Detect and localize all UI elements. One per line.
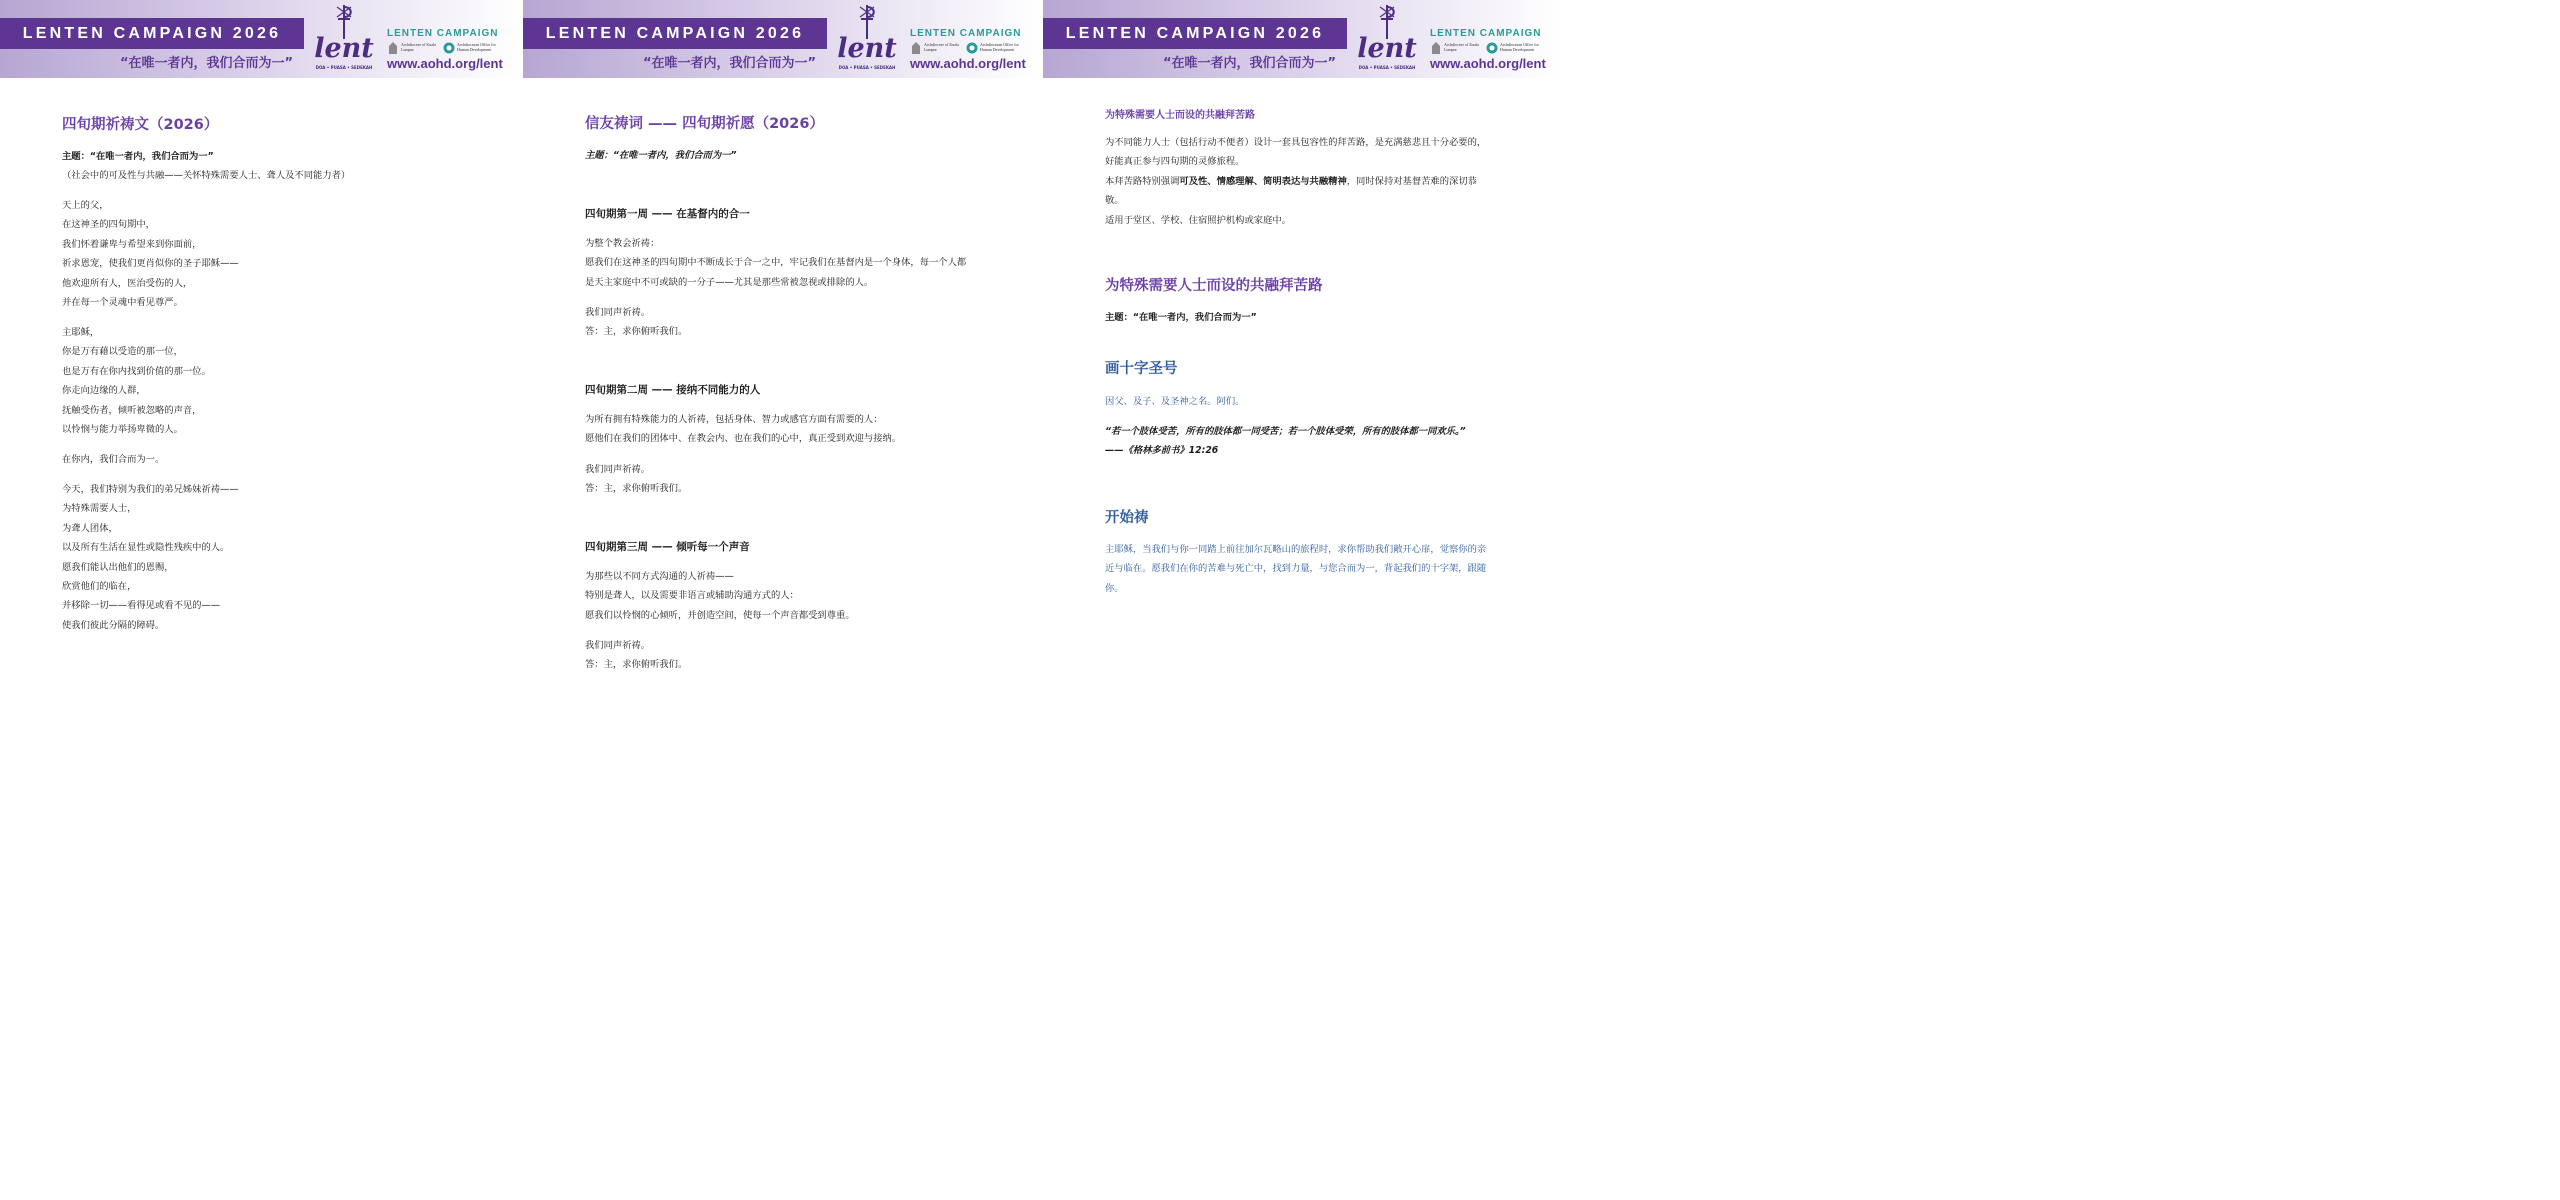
intention-line: 愿他们在我们的团体中、在教会内、也在我们的心中，真正受到欢迎与接纳。: [585, 433, 902, 445]
usage-line: 适用于堂区、学校、住宿照护机构或家庭中。: [1105, 214, 1291, 226]
page-title: 四旬期祈祷文（2026）: [62, 117, 219, 133]
theme-line: 主题：“在唯一者内，我们合而为一”: [585, 150, 737, 161]
intro-line: 好能真正参与四旬期的灵修旅程。: [1105, 156, 1245, 168]
prayer-line: 今天，我们特别为我们的弟兄姊妹祈祷——: [62, 484, 239, 495]
aohd-name: Archdiocesan Office for Human Development: [1500, 42, 1539, 52]
logo-wordmark: lent: [314, 33, 374, 64]
banner-slogan: “在唯一者内，我们合而为一”: [643, 56, 817, 71]
archdiocese-logo: [1430, 41, 1480, 55]
archdiocese-name: Archdiocese of Kuala Lumpur: [1444, 42, 1479, 52]
prayer-line: 在这神圣的四旬期中，: [62, 219, 155, 231]
logo-tagline: DOA • PUASA • SEDEKAH: [1358, 65, 1416, 70]
prayer-line: 主耶稣，: [62, 327, 100, 338]
week-heading: 四旬期第二周 —— 接纳不同能力的人: [585, 384, 761, 396]
prayer-line: 以怜悯与能力举扬卑微的人。: [62, 424, 183, 435]
lent-logo: [1354, 3, 1420, 73]
logo-wordmark: lent: [1357, 33, 1417, 64]
campaign-url: www.aohd.org/lent: [387, 56, 503, 71]
banner-slogan: “在唯一者内，我们合而为一”: [120, 56, 294, 71]
campaign-url: www.aohd.org/lent: [910, 56, 1026, 71]
prayer-line: 使我们彼此分隔的障碍。: [62, 619, 165, 631]
prayer-line: 也是万有在你内找到价值的那一位。: [62, 365, 211, 377]
campaign-label: LENTEN CAMPAIGN: [910, 28, 1022, 39]
document-page-2: [523, 0, 1042, 736]
logo-tagline: DOA • PUASA • SEDEKAH: [838, 65, 896, 70]
banner-slogan: “在唯一者内，我们合而为一”: [1163, 56, 1337, 71]
logo-tagline: DOA • PUASA • SEDEKAH: [315, 65, 373, 70]
prayer-line: 他欢迎所有人，医治受伤的人，: [62, 277, 193, 289]
emphasis-keywords: 可及性、情感理解、简明表达与共融精神: [1179, 175, 1347, 187]
emphasis-suffix: ，同时保持对基督苦难的深切恭: [1346, 175, 1477, 187]
document-page-3: [1043, 0, 1560, 736]
archdiocese-name: Archdiocese of Kuala Lumpur: [401, 42, 436, 52]
intention-line: 是天主家庭中不可或缺的一分子——尤其是那些常被忽视或排除的人。: [585, 276, 874, 288]
response-line: 答：主，求你俯听我们。: [585, 326, 688, 338]
intention-intro: 为所有拥有特殊能力的人祈祷，包括身体、智力或感官方面有需要的人：: [585, 414, 883, 425]
emphasis-line: [1105, 172, 1477, 191]
intro-line: 为不同能力人士（包括行动不便者）设计一套具包容性的拜苦路，是充满慈悲且十分必要的，: [1105, 137, 1487, 148]
campaign-url: www.aohd.org/lent: [1430, 56, 1546, 71]
campaign-label: LENTEN CAMPAIGN: [387, 28, 499, 39]
campaign-banner: [1043, 0, 1560, 78]
opening-prayer-heading: 开始祷: [1105, 510, 1149, 526]
prayer-line: 以及所有生活在显性或隐性残疾中的人。: [62, 542, 230, 554]
sign-of-cross-text: 因父、及子、及圣神之名。阿们。: [1105, 396, 1245, 407]
intention-line: 特别是聋人，以及需要非语言或辅助沟通方式的人：: [585, 590, 799, 602]
emphasis-end: 敬。: [1105, 195, 1124, 207]
banner-title-band: LENTEN CAMPAIGN 2026: [1043, 18, 1347, 49]
intention-line: 愿我们以怜悯的心倾听，并创造空间，使每一个声音都受到尊重。: [585, 609, 855, 621]
archdiocese-name: Archdiocese of Kuala Lumpur: [924, 42, 959, 52]
page-title: 信友祷词 —— 四旬期祈愿（2026）: [585, 116, 824, 132]
prayer-line: 你走向边缘的人群，: [62, 385, 146, 397]
prayer-line: 为特殊需要人士，: [62, 503, 137, 515]
logo-wordmark: lent: [837, 33, 897, 64]
aohd-name: Archdiocesan Office for Human Development: [457, 42, 496, 52]
opening-prayer-line: 主耶稣，当我们与你一同踏上前往加尔瓦略山的旅程时，求你帮助我们敞开心扉，觉察你的亲: [1105, 544, 1487, 555]
intention-intro: 为整个教会祈祷：: [585, 238, 660, 249]
prayer-line: 你是万有藉以受造的那一位，: [62, 346, 183, 358]
banner-title-band: LENTEN CAMPAIGN 2026: [0, 18, 304, 49]
lent-logo: [311, 3, 377, 73]
response-line: 答：主，求你俯听我们。: [585, 483, 688, 495]
aohd-logo: [443, 41, 503, 55]
week-heading: 四旬期第三周 —— 倾听每一个声音: [585, 541, 750, 553]
theme-line: 主题：“在唯一者内，我们合而为一”: [62, 151, 214, 162]
scripture-reference: ——《格林多前书》12:26: [1105, 445, 1219, 457]
campaign-label: LENTEN CAMPAIGN: [1430, 28, 1542, 39]
opening-prayer-line: 近与临在。愿我们在你的苦难与死亡中，找到力量，与您合而为一，背起我们的十字架，跟随: [1105, 563, 1487, 575]
call-line: 我们同声祈祷。: [585, 307, 651, 318]
prayer-line: 愿我们能认出他们的恩赐，: [62, 561, 174, 573]
lent-logo: [834, 3, 900, 73]
archdiocese-logo: [387, 41, 437, 55]
archdiocese-logo: [910, 41, 960, 55]
emphasis-prefix: 本拜苦路特别强调: [1105, 175, 1180, 187]
response-line: 答：主，求你俯听我们。: [585, 659, 688, 671]
stations-heading: 为特殊需要人士而设的共融拜苦路: [1105, 278, 1323, 294]
campaign-banner: [523, 0, 1042, 78]
prayer-line: 祈求恩宠，使我们更肖似你的圣子耶稣——: [62, 258, 239, 270]
prayer-line: 为聋人团体，: [62, 522, 118, 534]
intention-line: 愿我们在这神圣的四旬期中不断成长于合一之中，牢记我们在基督内是一个身体，每一个人都: [585, 257, 967, 269]
prayer-line: 在你内，我们合而为一。: [62, 454, 165, 465]
scripture-quote: “若一个肢体受苦，所有的肢体都一同受苦；若一个肢体受荣，所有的肢体都一同欢乐。”: [1105, 426, 1466, 437]
subtitle-line: （社会中的可及性与共融——关怀特殊需要人士、聋人及不同能力者）: [62, 170, 351, 181]
prayer-line: 欣赏他们的临在，: [62, 581, 137, 592]
week-heading: 四旬期第一周 —— 在基督内的合一: [585, 208, 750, 220]
prayer-line: 并移除一切——看得见或看不见的——: [62, 600, 221, 612]
prayer-line: 并在每一个灵魂中看见尊严。: [62, 297, 183, 308]
call-line: 我们同声祈祷。: [585, 464, 651, 475]
prayer-line: 抚触受伤者，倾听被忽略的声音，: [62, 404, 202, 416]
aohd-name: Archdiocesan Office for Human Development: [980, 42, 1019, 52]
intention-intro: 为那些以不同方式沟通的人祈祷——: [585, 571, 734, 582]
prayer-line: 天上的父，: [62, 200, 109, 211]
aohd-logo: [966, 41, 1026, 55]
call-line: 我们同声祈祷。: [585, 640, 651, 651]
prayer-line: 我们怀着谦卑与希望来到你面前，: [62, 238, 202, 250]
section-small-heading: 为特殊需要人士而设的共融拜苦路: [1105, 110, 1255, 121]
opening-prayer-line: 你。: [1105, 582, 1124, 594]
aohd-logo: [1486, 41, 1546, 55]
campaign-banner: [0, 0, 520, 78]
theme-line: 主题：“在唯一者内，我们合而为一”: [1105, 312, 1257, 323]
sign-of-cross-heading: 画十字圣号: [1105, 361, 1178, 377]
document-page-1: [0, 0, 520, 736]
banner-title-band: LENTEN CAMPAIGN 2026: [523, 18, 827, 49]
